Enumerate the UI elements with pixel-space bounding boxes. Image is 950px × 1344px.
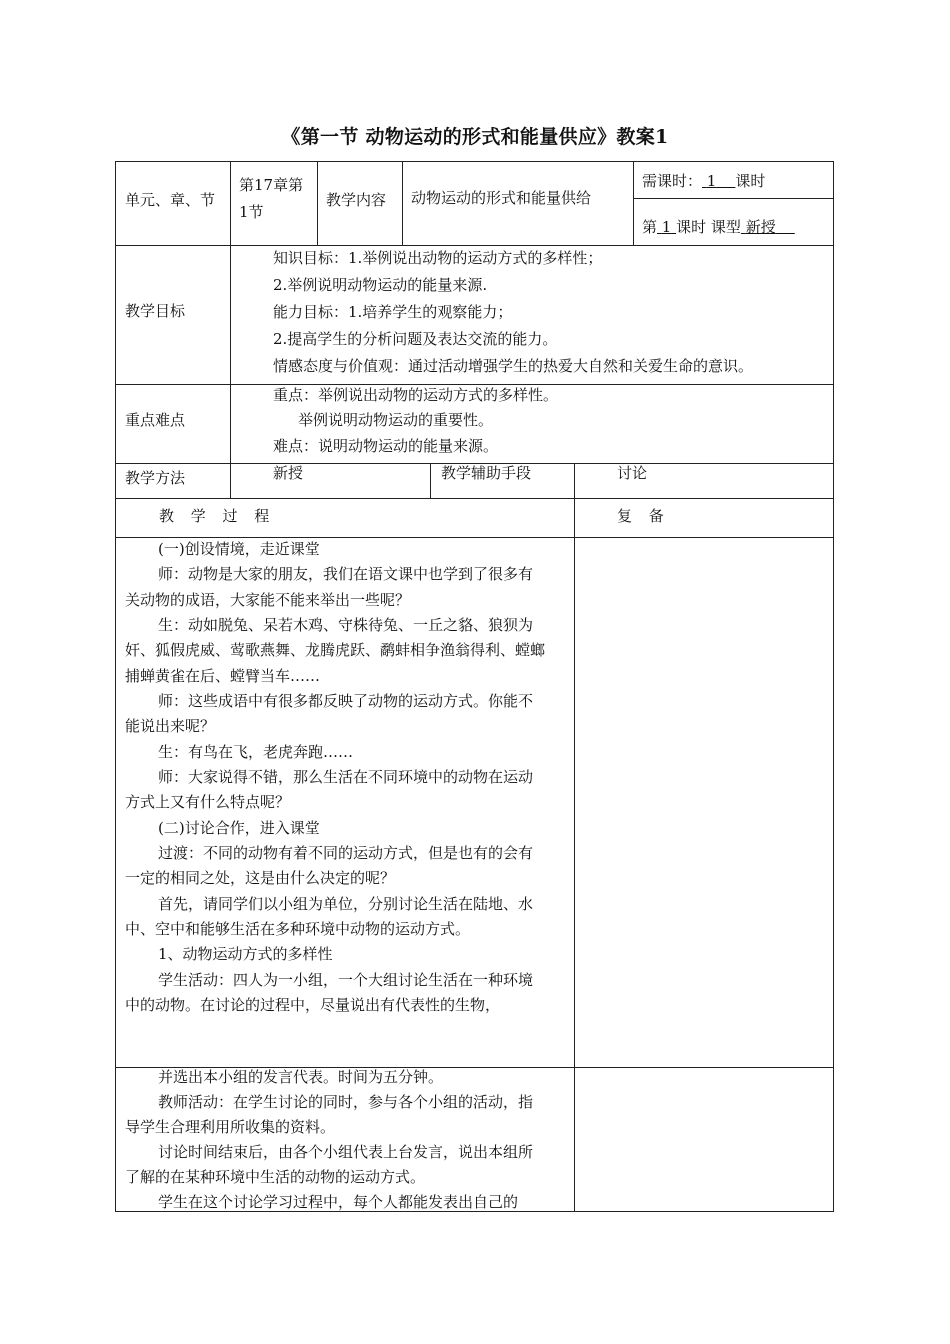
hours-value: 1 [706,172,717,190]
process-line: (二)讨论合作，进入课堂 [158,819,320,837]
unit-label: 单元、章、节 [125,191,216,209]
content-label: 教学内容 [326,191,387,209]
process-line: 师：这些成语中有很多都反映了动物的运动方式。你能不 [158,692,534,710]
key-point-line: 难点：说明动物运动的能量来源。 [273,437,499,455]
objective-line: 情感态度与价值观：通过活动增强学生的热爱大自然和关爱生命的意识。 [273,357,754,375]
process-line: 关动物的成语，大家能不能来举出一些呢？ [125,591,411,609]
table-rule [402,161,403,246]
required-hours [642,169,765,193]
process-line: 1、动物运动方式的多样性 [158,945,333,963]
aids-label: 教学辅助手段 [441,464,532,482]
lesson-prefix: 第 [642,218,658,236]
process-line: 学生活动：四人为一小组，一个大组讨论生活在一种环境 [158,971,534,989]
key-point-line: 举例说明动物运动的重要性。 [298,411,494,429]
process-line: 导学生合理利用所收集的资料。 [125,1118,336,1136]
process-line: 方式上又有什么特点呢？ [125,793,291,811]
process-line: 了解的在某种环境中生活的动物的运动方式。 [125,1168,426,1186]
lesson-number: 1 [661,218,672,236]
table-rule [574,498,575,1212]
process-line: 奸、狐假虎威、莺歌燕舞、龙腾虎跃、鹬蚌相争渔翁得利、螳螂 [125,641,546,659]
table-rule [633,161,634,246]
unit-value-line1: 第17章第 [239,176,304,194]
table-rule [430,463,431,499]
process-line: 首先，请同学们以小组为单位，分别讨论生活在陆地、水 [158,895,534,913]
process-line: 中的动物。在讨论的过程中，尽量说出有代表性的生物， [125,996,501,1014]
table-rule [115,498,834,499]
table-rule [230,161,231,246]
table-rule [230,245,231,499]
objective-line: 知识目标：1.举例说出动物的运动方式的多样性； [273,249,603,267]
lesson-info [642,215,795,239]
objective-line: 能力目标：1.培养学生的观察能力； [273,303,513,321]
process-line: 中、空中和能够生活在多种环境中动物的运动方式。 [125,920,471,938]
method-label: 教学方法 [125,469,186,487]
table-rule [633,198,834,199]
objective-line: 2.提高学生的分析问题及表达交流的能力。 [273,330,558,348]
process-line: 教师活动：在学生讨论的同时，参与各个小组的活动，指 [158,1093,534,1111]
hours-suffix: 课时 [735,172,766,190]
key-point-line: 重点：举例说出动物的运动方式的多样性。 [273,386,559,404]
process-header: 教 学 过 程 [159,507,276,525]
process-line: 一定的相同之处，这是由什么决定的呢？ [125,869,396,887]
lesson-type: 新授 [745,218,776,236]
revision-header: 复 备 [617,507,670,525]
content-value: 动物运动的形式和能量供给 [411,189,592,207]
objectives-label: 教学目标 [125,302,186,320]
document-title: 《第一节 动物运动的形式和能量供应》教案1 [281,126,669,148]
table-rule [115,161,834,162]
process-line: 师：大家说得不错，那么生活在不同环境中的动物在运动 [158,768,534,786]
table-rule [317,161,318,246]
process-line: 能说出来呢？ [125,717,216,735]
lesson-mid: 课时 课型 [676,218,741,236]
process-line: 生：动如脱兔、呆若木鸡、守株待兔、一丘之貉、狼狈为 [158,616,534,634]
process-line: 师：动物是大家的朋友，我们在语文课中也学到了很多有 [158,565,534,583]
process-line: 捕蝉黄雀在后、螳臂当车…… [125,667,321,685]
objective-line: 2.举例说明动物运动的能量来源. [273,276,488,294]
process-line: 过渡：不同的动物有着不同的运动方式，但是也有的会有 [158,844,534,862]
method-value: 新授 [273,464,304,482]
table-rule [574,463,575,499]
process-line: 学生在这个讨论学习过程中，每个人都能发表出自己的 [158,1193,519,1211]
aids-value: 讨论 [617,464,648,482]
process-line: (一)创设情境，走近课堂 [158,540,320,558]
process-line: 讨论时间结束后，由各个小组代表上台发言，说出本组所 [158,1143,534,1161]
hours-prefix: 需课时： [642,172,703,190]
key-points-label: 重点难点 [125,411,186,429]
process-line: 生：有鸟在飞，老虎奔跑…… [158,743,354,761]
table-rule [115,161,116,1212]
unit-value-line2: 1节 [239,203,264,221]
table-rule [833,161,834,1212]
process-line: 并选出本小组的发言代表。时间为五分钟。 [158,1068,444,1086]
